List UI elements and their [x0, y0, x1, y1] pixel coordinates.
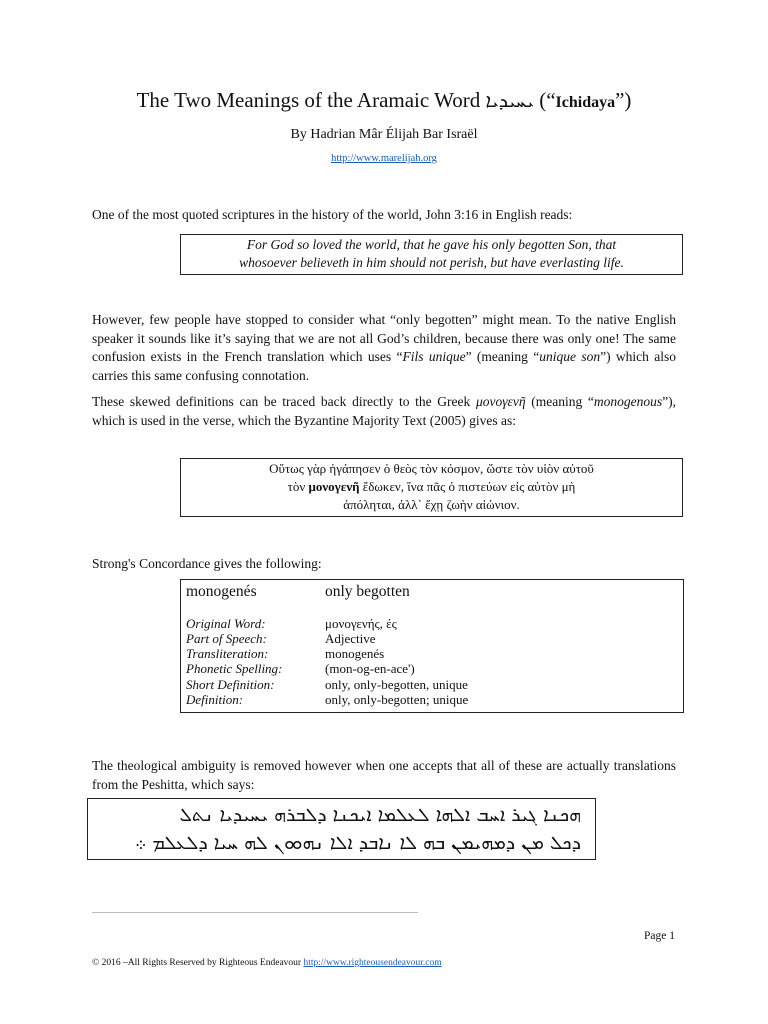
greek-line-3: ἀπόληται, ἀλλ᾽ ἔχῃ ζωὴν αἰώνιον.	[343, 497, 520, 512]
greek-line-2	[181, 478, 682, 496]
strongs-intro: Strong's Concordance gives the following:	[92, 556, 322, 571]
author-website	[0, 153, 768, 164]
author-website-link[interactable]: http://www.marelijah.org	[331, 153, 437, 164]
greek-line-1: Οὕτως γὰρ ἠγάπησεν ὁ θεὸς τὸν κόσμον, ὥστε τὸν υἱὸν αὐτοῦ	[269, 461, 594, 476]
title-prefix: The Two Meanings of the Aramaic Word	[136, 88, 481, 112]
strongs-word: monogenés	[186, 583, 257, 600]
greek-text: ἔδωκεν, ἵνα πᾶς ὁ πιστεύων εἰς αὐτὸν μὴ	[359, 479, 576, 494]
paragraph-text: However, few people have stopped to consider what “only begotten” might mean. To the native English speaker it sounds like it’s saying that we are not all God’s children, because there was only one! The same confusion exists in the French translation which uses “	[92, 312, 676, 364]
peshitta-text-box	[87, 798, 596, 860]
row-value: Adjective	[325, 631, 376, 646]
paragraph-only-begotten	[92, 311, 676, 385]
row-label: Phonetic Spelling:	[186, 661, 283, 676]
row-label: Original Word:	[186, 616, 266, 631]
paragraph-text: (meaning “	[525, 394, 594, 409]
term-greek-monogene: μονογενῆ	[475, 394, 526, 409]
copyright-text: © 2016 –All Rights Reserved by Righteous Endeavour	[92, 958, 304, 968]
term-monogenous: monogenous	[593, 394, 663, 409]
row-value: μονογενής, ές	[325, 616, 397, 631]
page-title	[0, 88, 768, 113]
title-syriac-word: ܝܚܝܕܝܐ	[485, 90, 534, 112]
copyright-link[interactable]: http://www.righteousendeavour.com	[303, 958, 442, 968]
table-row	[186, 677, 676, 692]
row-value: only, only-begotten, unique	[325, 677, 468, 692]
greek-monogene-bold: μονογενῆ	[308, 479, 360, 494]
title-transliteration: Ichidaya	[555, 94, 616, 111]
paragraph-text: ”) which also carries this same confusing connotation.	[92, 349, 676, 383]
table-row	[186, 646, 676, 661]
title-open-paren: (“	[539, 88, 556, 112]
paragraph-greek-origin	[92, 393, 676, 430]
paragraph-text: These skewed definitions can be traced back directly to the Greek	[92, 394, 476, 409]
row-label: Transliteration:	[186, 646, 269, 661]
row-label: Short Definition:	[186, 677, 275, 692]
john-quote-box	[180, 234, 683, 275]
intro-paragraph: One of the most quoted scriptures in the history of the world, John 3:16 in English reads:	[92, 207, 573, 222]
page-number: Page 1	[644, 930, 675, 942]
john-quote-line-2: whosoever believeth in him should not perish, but have everlasting life.	[239, 255, 624, 270]
paragraph-text: ” (meaning “	[465, 349, 540, 364]
paragraph-peshitta-intro: The theological ambiguity is removed however when one accepts that all of these are actually translations from the Peshitta, which says:	[92, 758, 676, 792]
table-row	[186, 631, 676, 646]
strongs-table	[180, 579, 684, 713]
table-row	[186, 692, 676, 707]
peshitta-line-1: ܗܟܢܐ ܓܝܪ ܐܚܒ ܐܠܗܐ ܠܥܠܡܐ ܐܝܟܢܐ ܕܠܒܪܗ ܝܚܝܕܝܐ ܢܬܠ	[179, 804, 581, 826]
table-row	[186, 661, 676, 676]
table-row	[186, 616, 676, 631]
peshitta-line-2: ܕܟܠ ܡܢ ܕܡܗܝܡܢ ܒܗ ܠܐ ܢܐܒܕ ܐܠܐ ܢܗܘܘܢ ܠܗ ܚܝܐ ܕܠܥܠܡ ܀	[134, 832, 581, 854]
title-close-paren: ”)	[615, 88, 632, 112]
john-quote-line-1: For God so loved the world, that he gave his only begotten Son, that	[246, 237, 617, 252]
row-label: Part of Speech:	[186, 631, 267, 646]
paragraph-text: ”), which is used in the verse, which the Byzantine Majority Text (2005) gives as:	[92, 394, 676, 428]
term-fils-unique: Fils unique	[402, 349, 466, 364]
strongs-gloss: only begotten	[325, 583, 410, 600]
footnote-divider	[92, 912, 418, 913]
row-label: Definition:	[186, 692, 244, 707]
greek-text: τὸν	[287, 479, 309, 494]
author-byline: By Hadrian Mâr Élijah Bar Israël	[290, 127, 478, 142]
row-value: (mon-og-en-ace')	[325, 661, 415, 676]
term-unique-son: unique son	[539, 349, 601, 364]
copyright-notice	[92, 958, 442, 968]
row-value: monogenés	[325, 646, 385, 661]
row-value: only, only-begotten; unique	[325, 692, 469, 707]
greek-text-box	[180, 458, 683, 517]
